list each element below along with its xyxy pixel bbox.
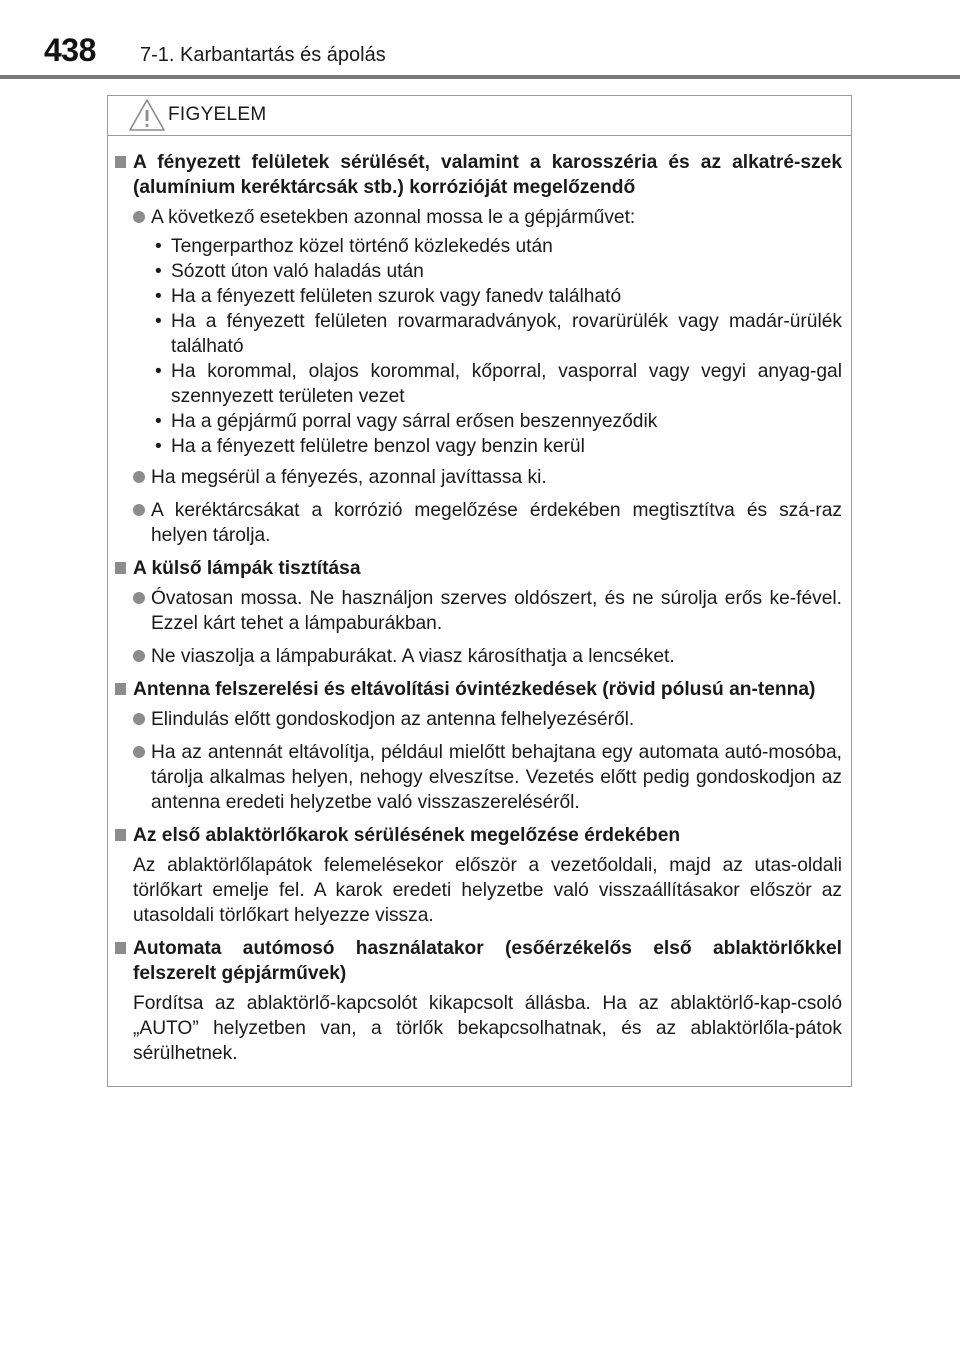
list-item-text: Ha megsérül a fényezés, azonnal javíttassa ki. bbox=[151, 467, 547, 488]
bullet-text: Ha a fényezett felületen rovarmaradványok, rovarürülék vagy madár-ürülék található bbox=[171, 311, 842, 357]
list-item bbox=[115, 740, 842, 815]
header-rule bbox=[0, 75, 960, 79]
page-number: 438 bbox=[44, 32, 96, 68]
circle-bullet-icon bbox=[133, 211, 145, 223]
warning-triangle-icon bbox=[128, 98, 166, 132]
list-item bbox=[115, 644, 842, 669]
bullet-item: • Tengerparthoz közel történő közlekedés után bbox=[155, 236, 553, 257]
section-body: Fordítsa az ablaktörlő-kapcsolót kikapcsolt állásba. Ha az ablaktörlő-kap-csoló „AUTO” helyzetben van, a törlők bekapcsolhatnak, és az ablaktörlőla-pátok sérülhetnek. bbox=[133, 993, 842, 1064]
square-bullet-icon bbox=[115, 683, 126, 695]
list-item bbox=[115, 498, 842, 548]
square-bullet-icon bbox=[115, 829, 126, 841]
section-heading-text: A külső lámpák tisztítása bbox=[133, 558, 361, 579]
section-heading bbox=[115, 936, 842, 986]
bullet-item: • Ha a fényezett felületen szurok vagy fanedv található bbox=[155, 286, 622, 307]
section-heading bbox=[115, 556, 842, 581]
circle-bullet-icon bbox=[133, 746, 145, 758]
circle-bullet-icon bbox=[133, 504, 145, 516]
bullet-text: Ha korommal, olajos korommal, kőporral, vasporral vagy vegyi anyag-gal szennyezett területen vezet bbox=[171, 361, 842, 407]
warning-header bbox=[108, 96, 851, 136]
square-bullet-icon bbox=[115, 942, 126, 954]
list-item bbox=[115, 586, 842, 636]
section-heading-text: A fényezett felületek sérülését, valamint a karosszéria és az alkatré-szek (alumínium keréktárcsák stb.) korrózióját megelőzendő bbox=[133, 152, 842, 198]
bullet-item: • Ha a fényezett felületre benzol vagy benzin kerül bbox=[155, 436, 585, 457]
section-heading-text: Az első ablaktörlőkarok sérülésének megelőzése érdekében bbox=[133, 825, 681, 846]
section-heading-text: Antenna felszerelési és eltávolítási óvintézkedések (rövid pólusú an-tenna) bbox=[133, 679, 816, 700]
circle-bullet-icon bbox=[133, 713, 145, 725]
bullet-text: Ha a fényezett felületen szurok vagy fanedv található bbox=[171, 286, 622, 307]
bullet-item: • Ha korommal, olajos korommal, kőporral, vasporral vagy vegyi anyag-gal szennyezett területen vezet bbox=[155, 361, 842, 407]
section-heading bbox=[115, 677, 842, 702]
bullet-text: Ha a gépjármű porral vagy sárral erősen beszennyeződik bbox=[171, 411, 658, 432]
page-header bbox=[0, 0, 960, 80]
bullet-text: Tengerparthoz közel történő közlekedés után bbox=[171, 236, 553, 257]
list-item-text: Ne viaszolja a lámpaburákat. A viasz károsíthatja a lencséket. bbox=[151, 646, 675, 667]
list-item-text: Elindulás előtt gondoskodjon az antenna felhelyezéséről. bbox=[151, 709, 635, 730]
section-body: Az ablaktörlőlapátok felemelésekor először a vezetőoldali, majd az utas-oldali törlőkart emelje fel. A karok eredeti helyzetbe való visszaállításakor először az utasoldali törlőkart helyezze vissza. bbox=[133, 855, 842, 926]
square-bullet-icon bbox=[115, 562, 126, 574]
circle-bullet-icon bbox=[133, 471, 145, 483]
section-heading bbox=[115, 823, 842, 848]
bullet-text: Ha a fényezett felületre benzol vagy benzin kerül bbox=[171, 436, 585, 457]
list-item bbox=[115, 707, 842, 732]
bullet-item: • Ha a gépjármű porral vagy sárral erősen beszennyeződik bbox=[155, 411, 658, 432]
chapter-title: 7-1. Karbantartás és ápolás bbox=[140, 44, 386, 66]
circle-bullet-icon bbox=[133, 592, 145, 604]
circle-bullet-icon bbox=[133, 650, 145, 662]
square-bullet-icon bbox=[115, 156, 126, 168]
section-heading bbox=[115, 150, 842, 200]
list-item-text: A következő esetekben azonnal mossa le a gépjárművet: bbox=[151, 207, 636, 228]
list-item-text: Óvatosan mossa. Ne használjon szerves oldószert, és ne súrolja erős ke-fével. Ezzel kárt tehet a lámpaburákban. bbox=[151, 588, 842, 634]
bullet-item: • Sózott úton való haladás után bbox=[155, 261, 424, 282]
list-item bbox=[115, 465, 842, 490]
list-item-text: Ha az antennát eltávolítja, például mielőtt behajtana egy automata autó-mosóba, tárolja alkalmas helyen, nehogy elveszítse. Vezetés előtt pedig gondoskodjon az antenna eredeti helyzetbe való visszaszereléséről. bbox=[151, 742, 842, 813]
section-heading-text: Automata autómosó használatakor (esőérzékelős első ablaktörlőkkel felszerelt gépjárművek) bbox=[133, 938, 842, 984]
bullet-list bbox=[115, 234, 842, 459]
bullet-text: Sózott úton való haladás után bbox=[171, 261, 424, 282]
warning-title: FIGYELEM bbox=[168, 104, 267, 125]
list-item bbox=[115, 205, 842, 230]
warning-content bbox=[115, 150, 842, 1071]
bullet-item: • Ha a fényezett felületen rovarmaradványok, rovarürülék vagy madár-ürülék található bbox=[155, 311, 842, 357]
list-item-text: A keréktárcsákat a korrózió megelőzése érdekében megtisztítva és szá-raz helyen tárolja. bbox=[151, 500, 842, 546]
